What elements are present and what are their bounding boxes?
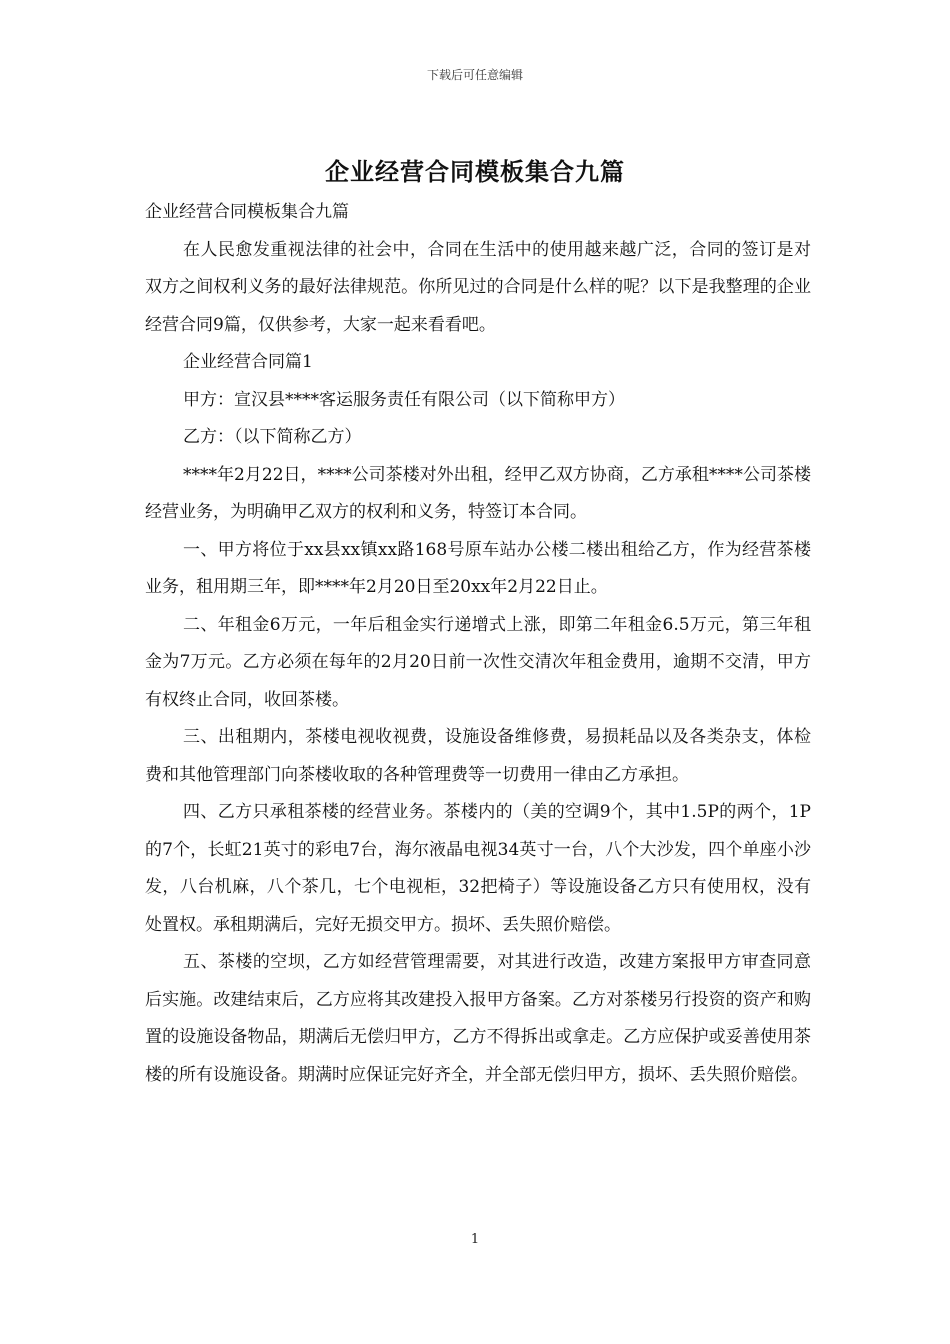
preamble-paragraph: ****年2月22日，****公司茶楼对外出租，经甲乙双方协商，乙方承租****公司茶楼经营业务，为明确甲乙双方的权利和义务，特签订本合同。: [145, 464, 811, 522]
document-subtitle: 企业经营合同模板集合九篇: [145, 202, 349, 222]
clause-1: 一、甲方将位于xx县xx镇xx路168号原车站办公楼二楼出租给乙方，作为经营茶楼业务，租用期三年，即****年2月20日至20xx年2月22日止。: [145, 539, 811, 597]
clause-2: 二、年租金6万元，一年后租金实行递增式上涨，即第二年租金6.5万元，第三年租金为7万元。乙方必须在每年的2月20日前一次性交清次年租金费用，逾期不交清，甲方有权终止合同，收回茶楼。: [145, 614, 811, 710]
party-b: 乙方：（以下简称乙方）: [183, 427, 362, 447]
document-title: 企业经营合同模板集合九篇: [325, 157, 625, 186]
clause-5: 五、茶楼的空坝，乙方如经营管理需要，对其进行改造，改建方案报甲方审查同意后实施。改建结束后，乙方应将其改建投入报甲方备案。乙方对茶楼另行投资的资产和购置的设施设备物品，期满后无偿归甲方，乙方不得拆出或拿走。乙方应保护或妥善使用茶楼的所有设施设备。期满时应保证完好齐全，并全部无偿归甲方，损坏、丢失照价赔偿。: [145, 952, 811, 1085]
page-number: 1: [470, 1232, 480, 1247]
party-a: 甲方：宣汉县****客运服务责任有限公司（以下简称甲方）: [183, 389, 625, 410]
header-note: 下载后可任意编辑: [426, 68, 523, 82]
clause-3: 三、出租期内，茶楼电视收视费，设施设备维修费，易损耗品以及各类杂支，体检费和其他管理部门向茶楼收取的各种管理费等一切费用一律由乙方承担。: [145, 727, 811, 785]
clause-4: 四、乙方只承租茶楼的经营业务。茶楼内的（美的空调9个，其中1.5P的两个，1P的7个，长虹21英寸的彩电7台，海尔液晶电视34英寸一台，八个大沙发，四个单座小沙发，八台机麻，八个茶几，七个电视柜，32把椅子）等设施设备乙方只有使用权，没有处置权。承租期满后，完好无损交甲方。损坏、丢失照价赔偿。: [145, 802, 811, 935]
document-body: [145, 194, 811, 1094]
intro-paragraph: 在人民愈发重视法律的社会中，合同在生活中的使用越来越广泛，合同的签订是对双方之间权利义务的最好法律规范。你所见过的合同是什么样的呢？以下是我整理的企业经营合同9篇，仅供参考，大家一起来看看吧。: [145, 239, 811, 335]
section-heading: 企业经营合同篇1: [183, 352, 313, 372]
